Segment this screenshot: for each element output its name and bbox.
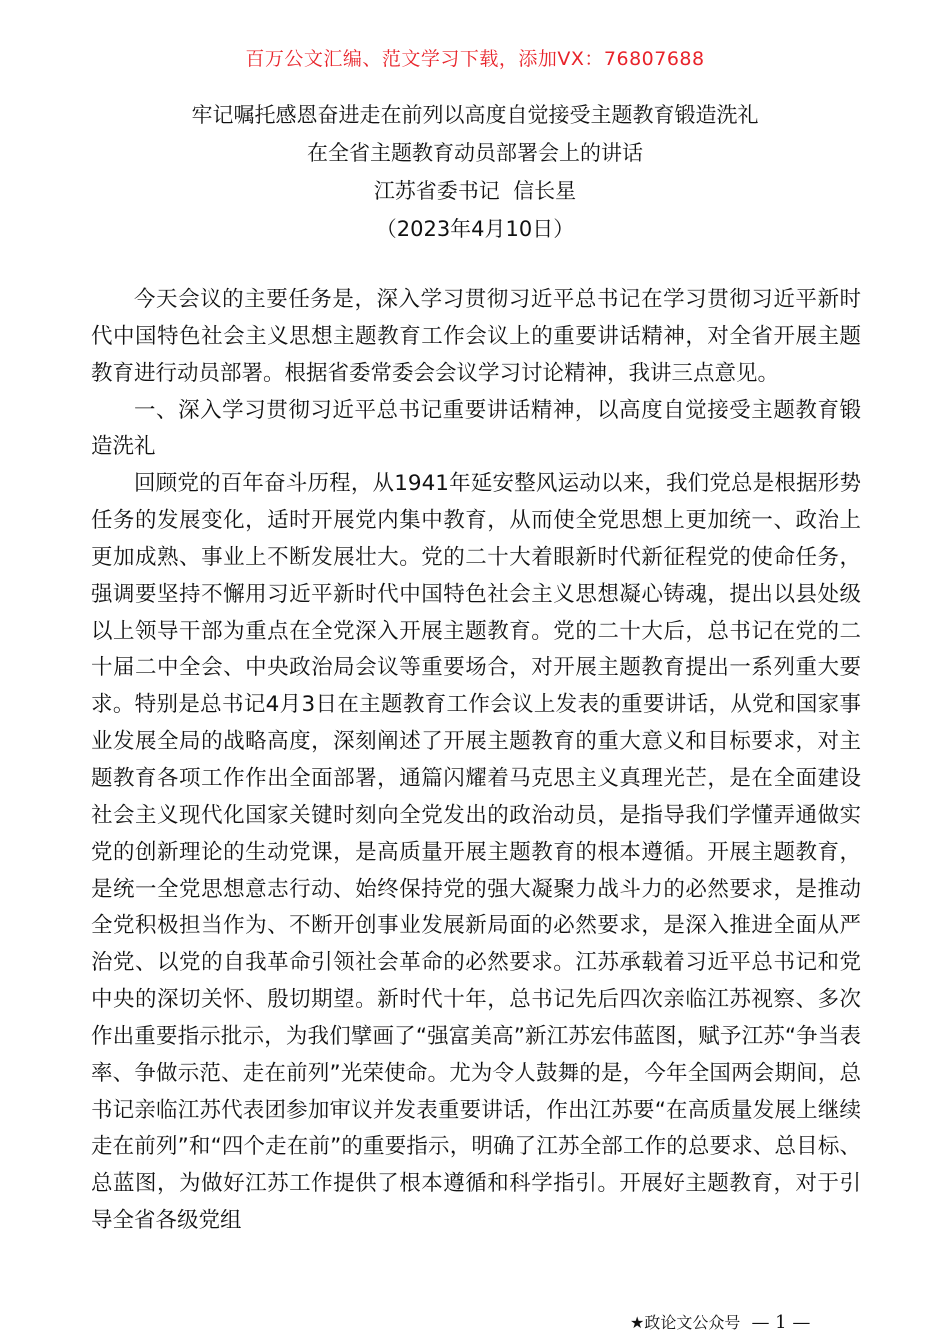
speech-title-block	[60, 96, 890, 248]
speech-body	[91, 282, 861, 1240]
body-paragraph: 回顾党的百年奋斗历程，从1941年延安整风运动以来，我们党总是根据形势任务的发展变化，适时开展党内集中教育，从而使全党思想上更加统一、政治上更加成熟、事业上不断发展壮大。党的二十大着眼新时代新征程党的使命任务，强调要坚持不懈用习近平新时代中国特色社会主义思想凝心铸魂，提出以县处级以上领导干部为重点在全党深入开展主题教育。党的二十大后，总书记在党的二十届二中全会、中央政治局会议等重要场合，对开展主题教育提出一系列重大要求。特别是总书记4月3日在主题教育工作会议上发表的重要讲话，从党和国家事业发展全局的战略高度，深刻阐述了开展主题教育的重大意义和目标要求，对主题教育各项工作作出全面部署，通篇闪耀着马克思主义真理光芒，是在全面建设社会主义现代化国家关键时刻向全党发出的政治动员，是指导我们学懂弄通做实党的创新理论的生动党课，是高质量开展主题教育的根本遵循。开展主题教育，是统一全党思想意志行动、始终保持党的强大凝聚力战斗力的必然要求，是推动全党积极担当作为、不断开创事业发展新局面的必然要求，是深入推进全面从严治党、以党的自我革命引领社会革命的必然要求。江苏承载着习近平总书记和党中央的深切关怀、殷切期望。新时代十年，总书记先后四次亲临江苏视察、多次作出重要指示批示，为我们擘画了“强富美高”新江苏宏伟蓝图，赋予江苏“争当表率、争做示范、走在前列”光荣使命。尤为令人鼓舞的是，今年全国两会期间，总书记亲临江苏代表团参加审议并发表重要讲话，作出江苏要“在高质量发展上继续走在前列”和“四个走在前”的重要指示，明确了江苏全部工作的总要求、总目标、总蓝图，为做好江苏工作提供了根本遵循和科学指引。开展好主题教育，对于引导全省各级党组	[91, 471, 861, 1234]
speech-date: （2023年4月10日）	[375, 217, 575, 241]
page-number: — 1 —	[751, 1312, 811, 1333]
intro-paragraph: 今天会议的主要任务是，深入学习贯彻习近平总书记在学习贯彻习近平新时代中国特色社会主义思想主题教育工作会议上的重要讲话精神，对全省开展主题教育进行动员部署。根据省委常委会会议学习讨论精神，我讲三点意见。	[91, 287, 861, 386]
footer-source: ★政论文公众号	[630, 1313, 741, 1332]
page-footer	[630, 1310, 810, 1333]
speech-subtitle: 在全省主题教育动员部署会上的讲话	[307, 141, 643, 165]
section-heading-1: 一、深入学习贯彻习近平总书记重要讲话精神，以高度自觉接受主题教育锻造洗礼	[91, 397, 861, 460]
download-banner: 百万公文汇编、范文学习下载，添加VX：76807688	[245, 48, 705, 70]
speech-title: 牢记嘱托感恩奋进走在前列以高度自觉接受主题教育锻造洗礼	[191, 103, 759, 127]
speaker-name: 江苏省委书记 信长星	[373, 179, 577, 203]
